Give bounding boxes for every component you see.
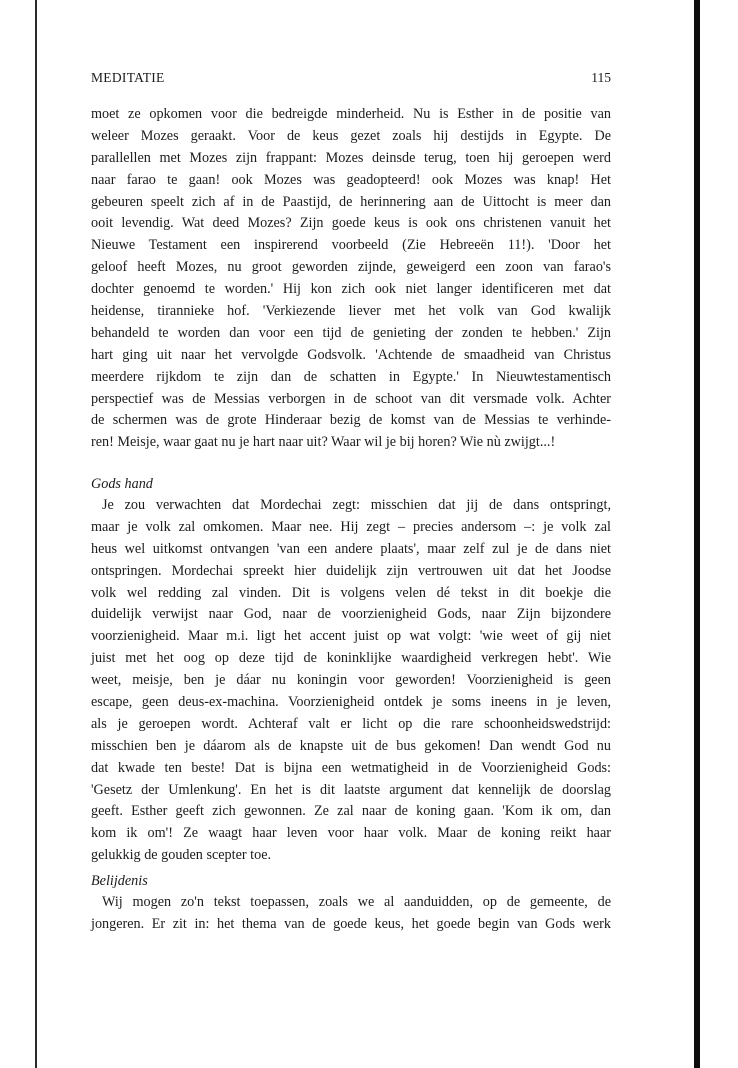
scan-right-edge xyxy=(694,0,700,1068)
text-line: de schermen was de grote Hinderaar bezig de komst van de Messias te verhinde- xyxy=(91,412,611,429)
text-line: dat kwade ten beste! Dat is bijna een wetmatigheid in de Voorzienigheid Gods: xyxy=(91,759,611,776)
section-gods-hand xyxy=(91,473,611,867)
text-line: behandeld te worden dan voor een tijd de genieting der zonden te hebben.' Zijn xyxy=(91,324,611,341)
text-line: geeft. Esther geeft zich gewonnen. Ze zal naar de koning gaan. 'Kom ik om, dan xyxy=(91,803,611,820)
text-line: ren! Meisje, waar gaat nu je hart naar uit? Waar wil je bij horen? Wie nù zwijgt...! xyxy=(91,434,556,451)
text-line: als je geroepen wordt. Achteraf valt er licht op die rare schoonheidswedstrijd: xyxy=(91,715,611,732)
text-line: weet, meisje, ben je dáar nu koningin voor geworden! Voorzienigheid is geen xyxy=(91,672,611,689)
intro-paragraph xyxy=(91,104,611,454)
text-line: Wij mogen zo'n tekst toepassen, zoals we al aanduidden, op de gemeente, de xyxy=(102,894,611,910)
section-heading-belijdenis: Belijdenis xyxy=(91,873,148,889)
text-line: escape, geen deus-ex-machina. Voorzienigheid ontdek je soms ineens in je leven, xyxy=(91,694,611,711)
text-line: heidense, tirannieke hof. 'Verkiezende liever met het volk van God kwalijk xyxy=(91,303,611,320)
text-line: Je zou verwachten dat Mordechai zegt: misschien dat jij de dans ontspringt, xyxy=(102,497,611,513)
text-line: volk wel redding zal vinden. Dit is volgens velen dé tekst in dit boekje die xyxy=(91,584,611,601)
text-line: Nieuwe Testament een inspirerend voorbeeld (Zie Hebreeën 11!). 'Door het xyxy=(91,237,611,254)
text-line: duidelijk verwijst naar God, naar de voorzienigheid Gods, naar Zijn bijzondere xyxy=(91,606,611,623)
text-line: jongeren. Er zit in: het thema van de goede keus, het goede begin van Gods werk xyxy=(91,915,611,932)
text-line: voorzienigheid. Maar m.i. ligt het accent juist op wat volgt: 'wie weet of gij niet xyxy=(91,628,611,645)
text-line: ooit levendig. Wat deed Mozes? Zijn goede keus is ook ons christenen vanuit het xyxy=(91,215,611,232)
section-belijdenis xyxy=(91,870,611,936)
text-line: heus wel uitkomst ontvangen 'van een andere plaats', maar zelf zul je de dans niet xyxy=(91,540,611,557)
section-heading-gods-hand: Gods hand xyxy=(91,476,153,492)
text-line: naar farao te gaan! ook Mozes was geadopteerd! ook Mozes was knap! Het xyxy=(91,171,611,188)
text-line: 'Gesetz der Umlenkung'. En het is dit laatste argument dat kennelijk de doorslag xyxy=(91,781,611,798)
text-line: kom ik om'! Ze waagt haar leven voor haar volk. Maar de koning reikt haar xyxy=(91,825,611,842)
page-number: 115 xyxy=(591,70,611,85)
text-line: parallellen met Mozes zijn frappant: Mozes deinsde terug, toen hij geroepen werd xyxy=(91,149,611,166)
scan-left-edge xyxy=(35,0,37,1068)
text-line: ontspringen. Mordechai spreekt hier duidelijk zijn vertrouwen uit dat het Joodse xyxy=(91,562,611,579)
text-line: gelukkig de gouden scepter toe. xyxy=(91,847,272,864)
text-line: geloof heeft Mozes, nu groot geworden zijnde, geweigerd een zoon van farao's xyxy=(91,259,611,276)
text-line: juist met het oog op deze tijd de koninklijke waardigheid verkregen hebt'. Wie xyxy=(91,650,611,667)
text-line: moet ze opkomen voor die bedreigde minderheid. Nu is Esther in de positie van xyxy=(91,106,611,122)
page-header xyxy=(91,70,611,90)
text-line: dochter genoemd te worden.' Hij kon zich ook niet langer identificeren met dat xyxy=(91,281,611,298)
text-line: meerdere rijkdom te zijn dan de schatten in Egypte.' In Nieuwtestamentisch xyxy=(91,368,611,385)
text-line: weleer Mozes geraakt. Voor de keus gezet zoals hij destijds in Egypte. De xyxy=(91,127,611,144)
text-line: gebeuren speelt zich af in de Paastijd, de herinnering aan de Uittocht is meer dan xyxy=(91,193,611,210)
text-line: perspectief was de Messias verborgen in de schoot van dit versmade volk. Achter xyxy=(91,390,611,407)
text-line: maar je volk zal omkomen. Maar nee. Hij zegt – precies andersom –: je volk zal xyxy=(91,518,611,535)
text-line: hart ging uit naar het vervolgde Godsvolk. 'Achtende de smaadheid van Christus xyxy=(91,346,611,363)
text-line: misschien ben je dáarom als de knapste uit de bus gekomen! Dan wendt God nu xyxy=(91,737,611,754)
running-head: MEDITATIE xyxy=(91,70,165,85)
